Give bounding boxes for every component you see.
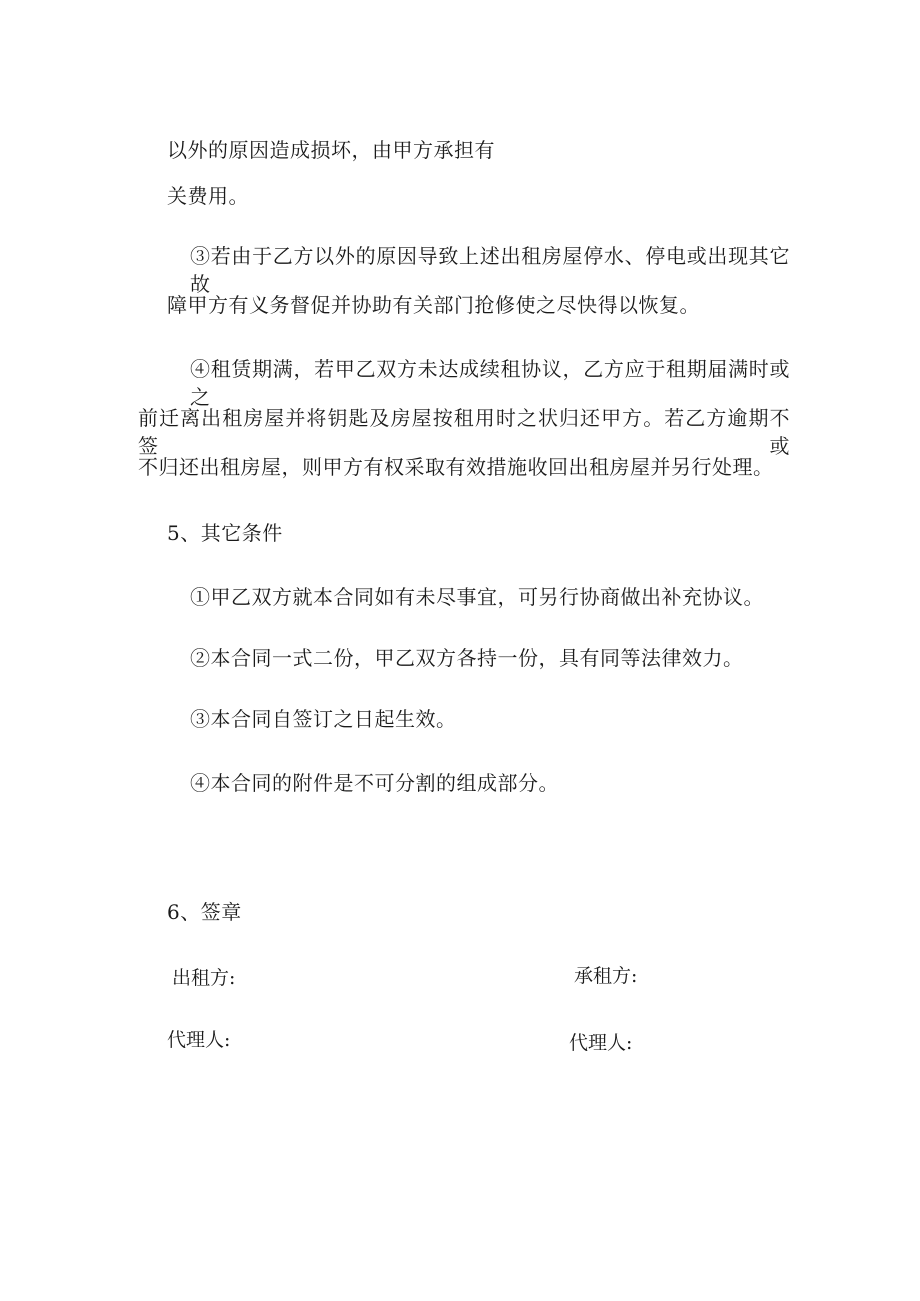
item4-line-1-text: ④租赁期满，若甲乙双方未达成续租协议，乙方应于租期届满时或之 (190, 357, 790, 409)
continuation-line-1: 以外的原因造成损坏，由甲方承担有 (167, 138, 495, 162)
lessor-label: 出租方: (172, 967, 236, 989)
lessor-agent-label: 代理人: (167, 1029, 231, 1051)
section5-item-2: ②本合同一式二份，甲乙双方各持一份，具有同等法律效力。 (190, 646, 744, 670)
item4-line-2 (138, 404, 790, 460)
section5-heading: 5、其它条件 (167, 521, 283, 545)
section5-item-4: ④本合同的附件是不可分割的组成部分。 (190, 771, 559, 795)
item4-line-2-text: 前迁离出租房屋并将钥匙及房屋按租用时之状归还甲方。若乙方逾期不签或 (138, 406, 790, 458)
item4-line-1 (190, 355, 790, 411)
item3-line-2: 障甲方有义务督促并协助有关部门抢修使之尽快得以恢复。 (167, 293, 700, 317)
lessee-label: 承租方: (574, 965, 638, 987)
item4-line-3: 不归还出租房屋，则甲方有权采取有效措施收回出租房屋并另行处理。 (138, 455, 774, 479)
item3-line-1-text: ③若由于乙方以外的原因导致上述出租房屋停水、停电或出现其它故 (190, 244, 790, 296)
section5-item-3: ③本合同自签订之日起生效。 (190, 707, 457, 731)
item3-line-1 (190, 242, 790, 298)
section5-item-1: ①甲乙双方就本合同如有未尽事宜，可另行协商做出补充协议。 (190, 585, 764, 609)
lessee-agent-label: 代理人: (569, 1032, 633, 1054)
section6-heading: 6、签章 (167, 900, 242, 924)
continuation-line-2: 关费用。 (167, 184, 249, 208)
